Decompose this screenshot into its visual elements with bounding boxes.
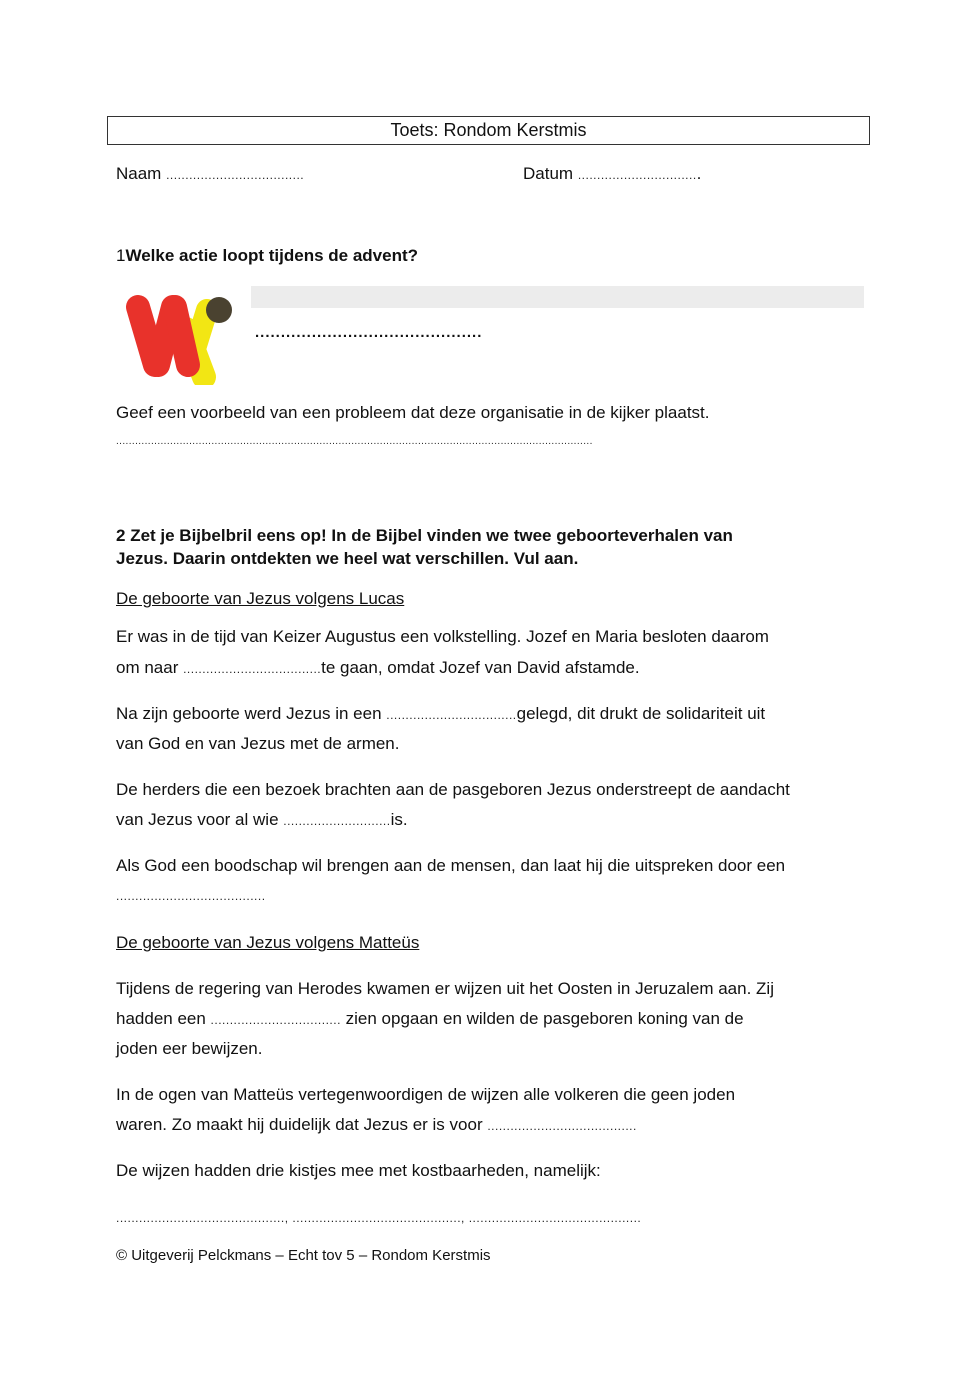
q2-number: 2 xyxy=(116,526,131,545)
q2-text-1: Zet je Bijbelbril eens op! In de Bijbel vinden we twee geboorteverhalen van xyxy=(130,526,733,545)
datum-dots: ............................... xyxy=(577,168,697,182)
text: gelegd, dit drukt de solidariteit uit xyxy=(516,704,766,723)
text: van Jezus voor al wie xyxy=(116,810,284,829)
lucas-p3-line-1: De herders die een bezoek brachten aan de pasgeboren Jezus onderstreept de aandacht xyxy=(116,780,790,799)
blank-dots[interactable]: .................................. xyxy=(386,708,517,722)
page-title: Toets: Rondom Kerstmis xyxy=(107,116,870,145)
footer-copyright: © Uitgeverij Pelckmans – Echt tov 5 – Rondom Kerstmis xyxy=(116,1247,491,1264)
text: om naar xyxy=(116,658,184,677)
naam-label: Naam xyxy=(116,164,162,183)
q1-answer-dots[interactable]: ............................................ xyxy=(255,324,483,341)
lucas-p2-line-2: van God en van Jezus met de armen. xyxy=(116,734,400,753)
datum-label: Datum xyxy=(523,164,574,183)
naam-field[interactable] xyxy=(116,164,304,184)
lucas-p2-line-1 xyxy=(116,704,765,724)
blank-dots[interactable]: ............................ xyxy=(283,814,391,828)
matteus-p3-blank-dots[interactable]: ............................................, ............................................, ............................................. xyxy=(116,1211,642,1225)
datum-end: . xyxy=(696,164,702,183)
text: is. xyxy=(390,810,408,829)
matteus-p1-line-2 xyxy=(116,1009,744,1029)
blank-dots[interactable]: .................................. xyxy=(210,1013,341,1027)
text: zien opgaan en wilden de pasgeboren koning van de xyxy=(340,1009,744,1028)
matteus-p2-line-2 xyxy=(116,1115,637,1135)
matteus-p1-line-1: Tijdens de regering van Herodes kwamen er wijzen uit het Oosten in Jeruzalem aan. Zij xyxy=(116,979,774,998)
lucas-p1-line-1: Er was in de tijd van Keizer Augustus een volkstelling. Jozef en Maria besloten daarom xyxy=(116,627,769,646)
answer-field-bar xyxy=(251,286,864,308)
q1-sub-answer-dots[interactable]: ...................................................................................................................................................... xyxy=(116,436,593,447)
q1-sub-question: Geef een voorbeeld van een probleem dat deze organisatie in de kijker plaatst. xyxy=(116,403,710,422)
q1-number: 1 xyxy=(116,246,126,265)
welzijnszorg-logo-icon xyxy=(112,285,240,385)
lucas-p4-blank-dots[interactable]: ....................................... xyxy=(116,889,266,903)
text: waren. Zo maakt hij duidelijk dat Jezus er is voor xyxy=(116,1115,488,1134)
matteus-section-title: De geboorte van Jezus volgens Matteüs xyxy=(116,933,420,952)
lucas-p1-line-2 xyxy=(116,658,640,678)
question-2-heading-line-2: Jezus. Daarin ontdekten we heel wat verschillen. Vul aan. xyxy=(116,549,579,568)
text: te gaan, omdat Jozef van David afstamde. xyxy=(321,658,640,677)
text: Na zijn geboorte werd Jezus in een xyxy=(116,704,387,723)
question-2-heading-line-1 xyxy=(116,526,733,546)
q1-text: Welke actie loopt tijdens de advent? xyxy=(125,246,418,265)
naam-dots: .................................... xyxy=(166,168,305,182)
text: hadden een xyxy=(116,1009,211,1028)
question-1-heading xyxy=(116,246,418,266)
blank-dots[interactable]: .................................... xyxy=(183,662,322,676)
lucas-p3-line-2 xyxy=(116,810,408,830)
matteus-p2-line-1: In de ogen van Matteüs vertegenwoordigen de wijzen alle volkeren die geen joden xyxy=(116,1085,736,1104)
lucas-p4-line-1: Als God een boodschap wil brengen aan de mensen, dan laat hij die uitspreken door een xyxy=(116,856,786,875)
blank-dots[interactable]: ....................................... xyxy=(487,1119,637,1133)
matteus-p1-line-3: joden eer bewijzen. xyxy=(116,1039,263,1058)
matteus-p3-line-1: De wijzen hadden drie kistjes mee met kostbaarheden, namelijk: xyxy=(116,1161,601,1180)
lucas-section-title: De geboorte van Jezus volgens Lucas xyxy=(116,589,405,608)
datum-field[interactable] xyxy=(523,164,701,184)
